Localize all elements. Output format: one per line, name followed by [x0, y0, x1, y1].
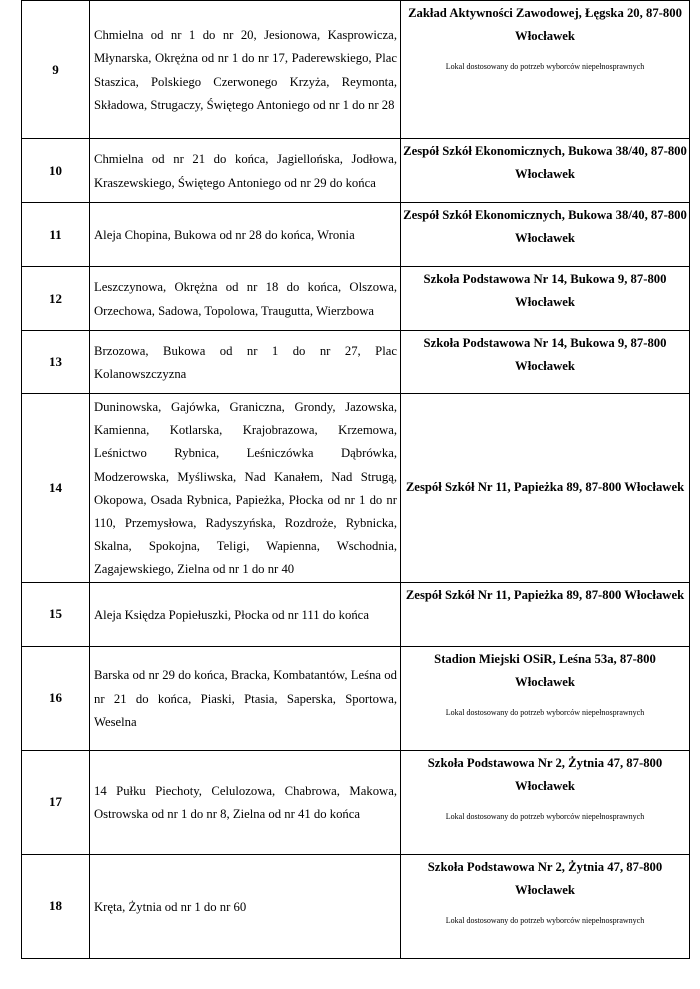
district-number: 11: [22, 203, 90, 267]
district-streets: Duninowska, Gajówka, Graniczna, Grondy, Jazowska, Kamienna, Kotlarska, Krajobrazowa, Krzemowa, Leśnictwo Rybnica, Leśniczówka Dąbrówka, Modzerowska, Myśliwska, Nad Kanałem, Nad Strugą, Okopowa, Osada Rybnica, Papieżka, Płocka od nr 1 do nr 110, Przemysłowa, Radyszyńska, Rozdroże, Rybnicka, Skalna, Spokojna, Teligi, Wapienna, Wschodnia, Zagajewskiego, Zielna od nr 1 do nr 40: [90, 394, 401, 583]
polling-place-cell: [401, 139, 690, 203]
district-streets: Leszczynowa, Okrężna od nr 18 do końca, Olszowa, Orzechowa, Sadowa, Topolowa, Traugutta, Wierzbowa: [90, 267, 401, 331]
accessibility-note: Lokal dostosowany do potrzeb wyborców niepełnosprawnych: [445, 812, 645, 822]
polling-districts-table: [21, 0, 690, 959]
polling-place-cell: [401, 203, 690, 267]
district-streets: Chmielna od nr 21 do końca, Jagiellońska, Jodłowa, Kraszewskiego, Świętego Antoniego od nr 29 do końca: [90, 139, 401, 203]
table-row: [22, 331, 690, 394]
table-row: [22, 854, 690, 958]
district-number: 17: [22, 750, 90, 854]
polling-place-address: Szkoła Podstawowa Nr 14, Bukowa 9, 87-800 Włocławek: [423, 272, 667, 310]
district-number: 10: [22, 139, 90, 203]
district-streets: Barska od nr 29 do końca, Bracka, Kombatantów, Leśna od nr 21 do końca, Piaski, Ptasia, Saperska, Sportowa, Weselna: [90, 646, 401, 750]
polling-place-address: Zakład Aktywności Zawodowej, Łęgska 20, 87-800 Włocławek: [408, 6, 682, 44]
district-number: 18: [22, 854, 90, 958]
polling-place-cell: [401, 331, 690, 394]
table-row: [22, 203, 690, 267]
district-number: 16: [22, 646, 90, 750]
accessibility-note: Lokal dostosowany do potrzeb wyborców niepełnosprawnych: [445, 916, 645, 926]
polling-place-address: Zespół Szkół Ekonomicznych, Bukowa 38/40, 87-800 Włocławek: [403, 144, 687, 182]
polling-place-cell: [401, 394, 690, 583]
polling-place-address: Szkoła Podstawowa Nr 14, Bukowa 9, 87-800 Włocławek: [423, 336, 667, 374]
accessibility-note: Lokal dostosowany do potrzeb wyborców niepełnosprawnych: [445, 708, 645, 718]
polling-place-address: Zespół Szkół Nr 11, Papieżka 89, 87-800 Włocławek: [405, 480, 685, 495]
table-row: [22, 582, 690, 646]
district-number: 14: [22, 394, 90, 583]
district-number: 12: [22, 267, 90, 331]
district-streets: Aleja Księdza Popiełuszki, Płocka od nr 111 do końca: [90, 582, 401, 646]
table-row: [22, 394, 690, 583]
district-streets: 14 Pułku Piechoty, Celulozowa, Chabrowa, Makowa, Ostrowska od nr 1 do nr 8, Zielna od nr 41 do końca: [90, 750, 401, 854]
district-streets: Kręta, Żytnia od nr 1 do nr 60: [90, 854, 401, 958]
district-number: 13: [22, 331, 90, 394]
table-row: [22, 750, 690, 854]
table-row: [22, 1, 690, 139]
polling-place-cell: [401, 646, 690, 750]
polling-place-address: Szkoła Podstawowa Nr 2, Żytnia 47, 87-800 Włocławek: [427, 859, 663, 897]
polling-place-address: Zespół Szkół Nr 11, Papieżka 89, 87-800 Włocławek: [405, 587, 685, 602]
district-streets: Brzozowa, Bukowa od nr 1 do nr 27, Plac Kolanowszczyzna: [90, 331, 401, 394]
polling-place-address: Szkoła Podstawowa Nr 2, Żytnia 47, 87-800 Włocławek: [427, 755, 663, 793]
polling-place-address: Zespół Szkół Ekonomicznych, Bukowa 38/40, 87-800 Włocławek: [403, 208, 687, 246]
district-number: 9: [22, 1, 90, 139]
district-number: 15: [22, 582, 90, 646]
polling-place-cell: [401, 750, 690, 854]
polling-place-cell: [401, 1, 690, 139]
district-streets: Chmielna od nr 1 do nr 20, Jesionowa, Kasprowicza, Młynarska, Okrężna od nr 1 do nr 17, Paderewskiego, Plac Staszica, Polskiego Czerwonego Krzyża, Reymonta, Składowa, Strugaczy, Świętego Antoniego od nr 1 do nr 28: [90, 1, 401, 139]
table-row: [22, 267, 690, 331]
table-row: [22, 646, 690, 750]
table-row: [22, 139, 690, 203]
polling-place-cell: [401, 582, 690, 646]
accessibility-note: Lokal dostosowany do potrzeb wyborców niepełnosprawnych: [445, 62, 645, 72]
polling-place-address: Stadion Miejski OSiR, Leśna 53a, 87-800 Włocławek: [434, 651, 656, 689]
district-streets: Aleja Chopina, Bukowa od nr 28 do końca, Wronia: [90, 203, 401, 267]
polling-place-cell: [401, 267, 690, 331]
polling-place-cell: [401, 854, 690, 958]
